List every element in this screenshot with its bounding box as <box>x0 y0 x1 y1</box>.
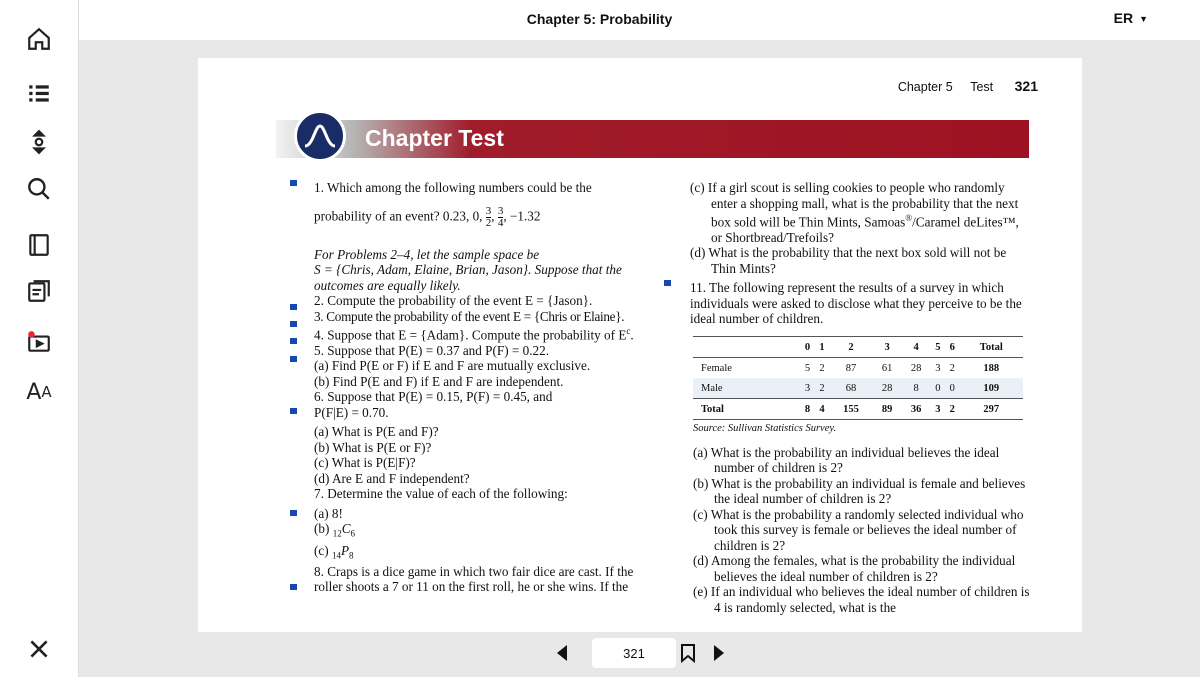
right-column <box>690 180 1032 327</box>
table-header-row: 0 1 2 3 4 5 6 Total <box>693 337 1023 358</box>
problem-11d: (d) Among the females, what is the probability the individual believes the ideal number of children is 2? <box>693 553 1016 584</box>
navigate-icon[interactable] <box>22 125 56 159</box>
text-size-icon[interactable]: A A <box>26 379 52 405</box>
media-icon[interactable] <box>22 325 56 359</box>
margin-marker <box>290 321 297 327</box>
bookmark-icon[interactable] <box>680 643 696 668</box>
running-head-section: Test <box>970 80 994 94</box>
problem-11: 11. The following represent the results of a survey in which individuals were asked to disclose what they perceive to be the ideal number of children. <box>690 280 1022 327</box>
equally-likely: outcomes are equally likely. <box>314 277 461 293</box>
left-column <box>314 180 664 595</box>
problem-3: 3. Compute the probability of the event E = {Chris or Elaine}. <box>314 308 625 324</box>
book-title: Chapter 5: Probability <box>526 11 673 27</box>
language-label: ER <box>1113 10 1134 26</box>
running-head <box>884 78 1038 94</box>
table-row: Male 3 2 68 28 8 0 0 109 <box>693 378 1023 399</box>
problem-6d: (d) Are E and F independent? <box>314 470 470 486</box>
search-icon[interactable] <box>22 172 56 206</box>
problem-10d: (d) What is the probability that the next box sold will not be Thin Mints? <box>690 245 1007 276</box>
problem-10c: (c) If a girl scout is selling cookies to people who randomly enter a shopping mall, what is the probability that the next box sold will be Thin Mints, Samoas®/Caramel deLites™, or Shortbread/Trefoils? <box>690 180 1019 245</box>
notebook-icon[interactable] <box>22 228 56 262</box>
page-navigation <box>0 636 1200 677</box>
margin-marker <box>290 408 297 414</box>
instructions: For Problems 2–4, let the sample space be <box>314 246 540 262</box>
chapter-logo-icon <box>294 110 346 162</box>
problem-11a: (a) What is the probability an individual believes the ideal number of children is 2? <box>693 444 1000 475</box>
problem-6-cont: P(F|E) = 0.70. <box>314 404 389 420</box>
problem-5: 5. Suppose that P(E) = 0.37 and P(F) = 0.22. <box>314 342 550 358</box>
problem-6c: (c) What is P(E|F)? <box>314 455 416 471</box>
running-head-chapter: Chapter 5 <box>897 80 953 94</box>
language-menu[interactable] <box>1114 10 1148 26</box>
margin-marker <box>290 356 297 362</box>
margin-marker <box>290 338 297 344</box>
table-row: Female 5 2 87 61 28 3 2 188 <box>701 362 1000 374</box>
home-icon[interactable] <box>22 22 56 56</box>
problem-1: 1. Which among the following numbers could be the <box>314 180 592 195</box>
page-number-input[interactable] <box>592 638 676 668</box>
problem-2: 2. Compute the probability of the event E = {Jason}. <box>314 293 593 308</box>
problem-6b: (b) What is P(E or F)? <box>314 439 432 455</box>
margin-marker <box>290 304 297 310</box>
margin-marker <box>664 280 671 286</box>
problem-11e: (e) If an individual who believes the ideal number of children is 4 is randomly selected, what is the <box>693 584 1030 615</box>
problem-8: 8. Craps is a dice game in which two fair dice are cast. If the <box>314 563 634 579</box>
next-page-button[interactable] <box>712 644 726 667</box>
table-source: Source: Sullivan Statistics Survey. <box>693 423 837 434</box>
flashcards-icon[interactable] <box>22 274 56 308</box>
sidebar <box>0 0 79 677</box>
list-icon[interactable] <box>22 77 56 111</box>
problem-7b: (b) $_{12}C_6$ <box>314 521 355 540</box>
survey-table <box>693 336 1023 420</box>
problem-4: 4. Suppose that E = {Adam}. Compute the probability of $E^c$. <box>314 326 634 343</box>
problem-7c: (c) $_{14}P_8$ <box>314 542 354 561</box>
problem-7a: (a) 8! <box>314 505 343 521</box>
problem-6: 6. Suppose that P(E) = 0.15, P(F) = 0.45, and <box>314 389 553 405</box>
chevron-down-icon: ▼ <box>1139 14 1148 25</box>
chapter-banner-title: Chapter Test <box>365 125 504 151</box>
page-number: 321 <box>623 645 645 661</box>
problem-5b: (b) Find P(E and F) if E and F are independent. <box>314 373 564 389</box>
previous-page-button[interactable] <box>555 644 569 667</box>
margin-marker <box>290 510 297 516</box>
right-column-lower <box>693 421 1033 615</box>
problem-11b: (b) What is the probability an individual is female and believes the ideal number of children is 2? <box>693 475 1026 506</box>
sample-space: S = {Chris, Adam, Elaine, Brian, Jason}. Suppose that the <box>314 262 622 277</box>
problem-5a: (a) Find P(E or F) if E and F are mutually exclusive. <box>314 358 591 374</box>
problem-6a: (a) What is P(E and F)? <box>314 424 439 440</box>
table-row: Total 8 4 155 89 36 3 2 297 <box>693 399 1023 420</box>
problem-7: 7. Determine the value of each of the following: <box>314 486 568 502</box>
margin-marker <box>290 180 297 186</box>
book-page <box>198 58 1082 632</box>
problem-8-cont: roller shoots a 7 or 11 on the first roll, he or she wins. If the <box>314 579 629 595</box>
problem-1-numbers: probability of an event? 0.23, 0, $\frac{3}{2}$, $\frac{3}{4}$, −1.32 <box>314 204 541 229</box>
margin-marker <box>290 584 297 590</box>
problem-11c: (c) What is the probability a randomly selected individual who took this survey is female or believes the ideal number of children is 2? <box>693 506 1024 553</box>
running-head-page-number: 321 <box>1014 78 1038 94</box>
